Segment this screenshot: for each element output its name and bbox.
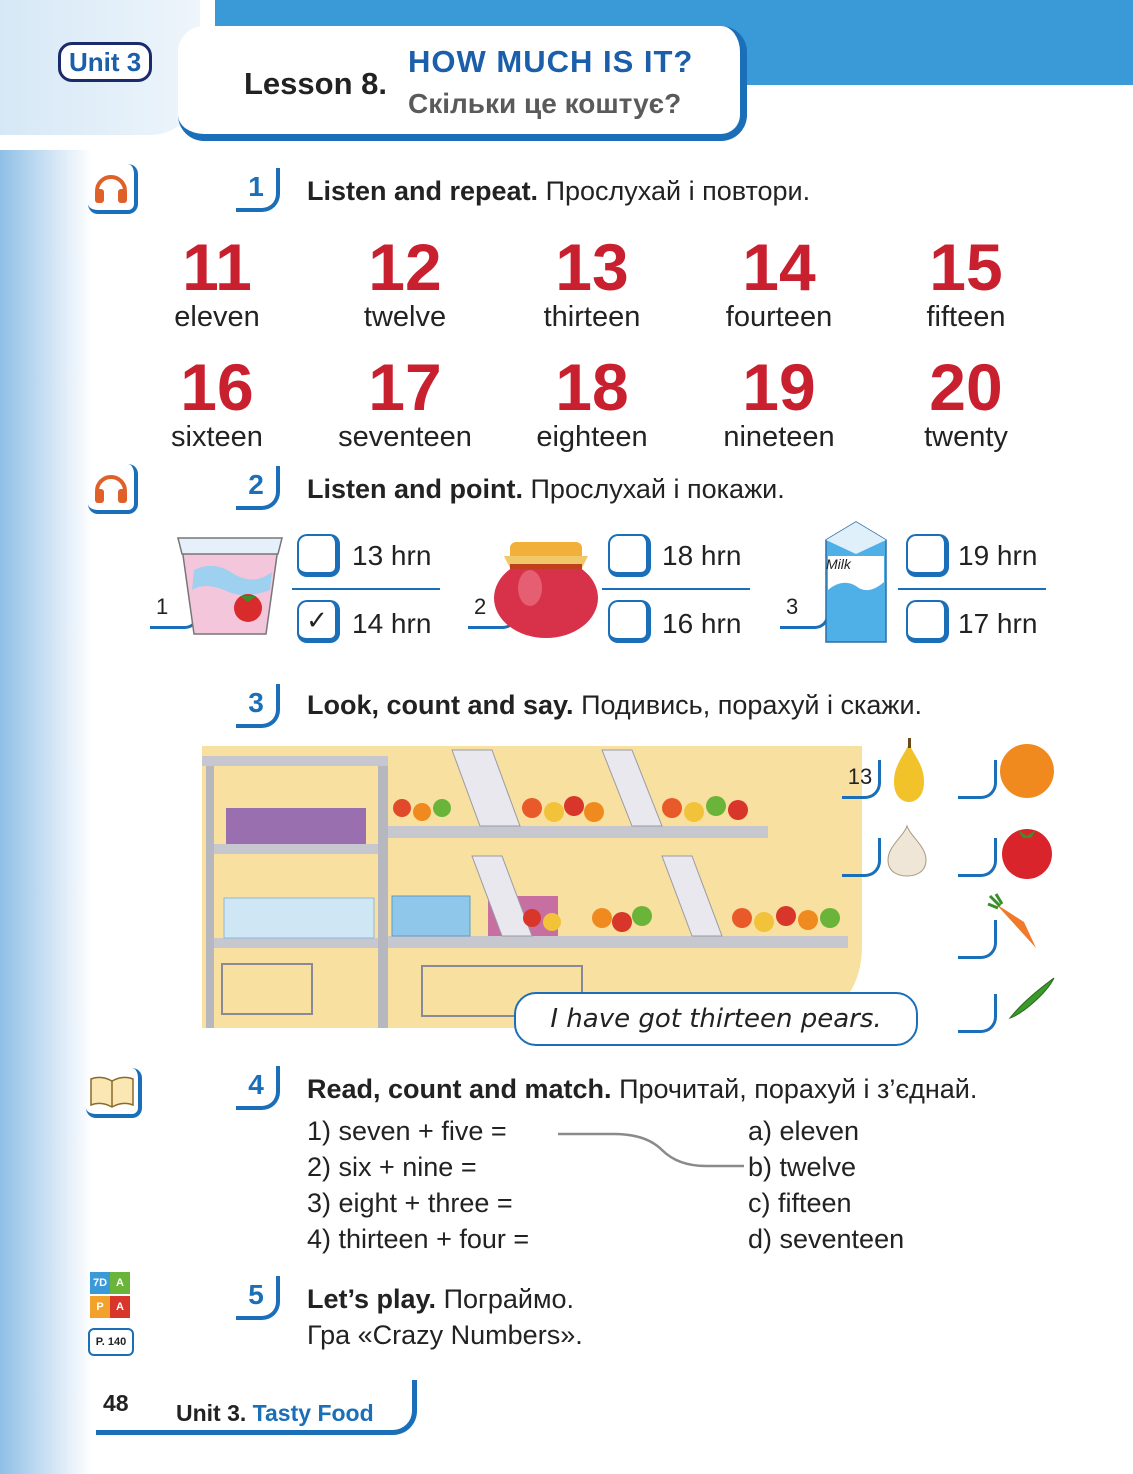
equation: 2) six + nine = <box>307 1152 477 1182</box>
price-label: 17 hrn <box>958 608 1038 639</box>
letter-cube: A <box>110 1296 130 1318</box>
number-digit: 19 <box>742 350 816 424</box>
number-word: nineteen <box>723 421 835 453</box>
tomato-icon <box>998 822 1056 885</box>
carrot-icon <box>986 892 1042 957</box>
letter-cube: 7D <box>90 1272 110 1294</box>
number-card <box>122 350 312 454</box>
answer-option: b) twelve <box>748 1152 857 1182</box>
task5-instruction-en: Let’s play. <box>307 1284 437 1314</box>
equation: 4) thirteen + four = <box>307 1224 530 1254</box>
cucumber-icon <box>1006 974 1058 1027</box>
number-digit: 13 <box>555 230 629 304</box>
task4-instruction-en: Read, count and match. <box>307 1074 612 1104</box>
option-checkbox[interactable] <box>608 600 651 643</box>
yogurt-image <box>174 530 286 647</box>
footer-unit <box>176 1400 374 1427</box>
equation: 3) eight + three = <box>307 1188 513 1218</box>
lesson-subtitle: Скільки це коштує? <box>408 88 682 119</box>
task-number-4: 4 <box>236 1066 280 1110</box>
page-reference: P. 140 <box>88 1328 134 1356</box>
number-card <box>122 230 312 334</box>
shop-shelves-illustration <box>202 746 862 1033</box>
task5-game-name: Гра «Crazy Numbers». <box>307 1320 583 1350</box>
number-digit: 11 <box>182 230 252 304</box>
task2-instruction-ua: Прослухай і покажи. <box>530 474 785 504</box>
price-label: 16 hrn <box>662 608 742 639</box>
answer-slot-orange[interactable] <box>958 760 997 799</box>
number-card <box>684 230 874 334</box>
number-word: seventeen <box>338 421 472 453</box>
divider <box>898 588 1046 590</box>
garlic-icon <box>884 822 930 883</box>
task3-instruction-en: Look, count and say. <box>307 690 574 720</box>
number-word: fifteen <box>926 301 1006 333</box>
number-card <box>497 350 687 454</box>
number-digit: 14 <box>742 230 816 304</box>
left-gradient-band <box>0 0 92 1474</box>
number-digit: 15 <box>929 230 1003 304</box>
number-digit: 12 <box>368 230 442 304</box>
letter-cubes-image <box>90 1272 130 1322</box>
task2-instruction-en: Listen and point. <box>307 474 523 504</box>
price-label: 19 hrn <box>958 540 1038 571</box>
task-number-5: 5 <box>236 1276 280 1320</box>
price-label: 14 hrn <box>352 608 432 639</box>
lesson-label: Lesson 8. <box>244 66 387 101</box>
pear-icon <box>886 738 932 809</box>
headphones-icon[interactable] <box>88 464 138 514</box>
milk-carton-image <box>820 520 892 649</box>
equation: 1) seven + five = <box>307 1116 507 1146</box>
number-word: twenty <box>924 421 1008 453</box>
task-number-1: 1 <box>236 168 280 212</box>
option-checkbox[interactable] <box>906 534 949 577</box>
letter-cube: P <box>90 1296 110 1318</box>
number-card <box>871 230 1061 334</box>
task5-instruction-ua: Пограймо. <box>443 1284 575 1314</box>
answer-option: a) eleven <box>748 1116 860 1146</box>
number-card <box>310 230 500 334</box>
option-checkbox[interactable]: ✓ <box>297 600 340 643</box>
number-card <box>684 350 874 454</box>
task5-instruction <box>307 1284 574 1315</box>
answer-slot-tomato[interactable] <box>958 838 997 877</box>
game-cubes-icon[interactable] <box>86 1272 136 1356</box>
number-word: eighteen <box>536 421 648 453</box>
item-number: 1 <box>150 592 199 629</box>
answer-slot-pear[interactable]: 13 <box>842 760 881 799</box>
number-card <box>871 350 1061 454</box>
answer-option: d) seventeen <box>748 1224 905 1254</box>
task3-instruction-ua: Подивись, порахуй і скажи. <box>581 690 923 720</box>
match-connector-line <box>556 1126 748 1177</box>
letter-cube: A <box>110 1272 130 1294</box>
orange-icon <box>998 742 1056 805</box>
task1-instruction-ua: Прослухай і повтори. <box>545 176 811 206</box>
number-word: eleven <box>174 301 260 333</box>
number-word: sixteen <box>171 421 263 453</box>
number-card <box>497 230 687 334</box>
price-label: 18 hrn <box>662 540 742 571</box>
option-checkbox[interactable] <box>608 534 651 577</box>
answer-slot-cucumber[interactable] <box>958 994 997 1033</box>
unit-badge: Unit 3 <box>58 42 152 82</box>
number-digit: 17 <box>368 350 442 424</box>
divider <box>602 588 750 590</box>
task4-instruction-ua: Прочитай, порахуй і з’єднай. <box>619 1074 978 1104</box>
task1-instruction-en: Listen and repeat. <box>307 176 539 206</box>
footer-unit-label: Unit 3. <box>176 1400 247 1426</box>
item-number: 3 <box>780 592 829 629</box>
number-card <box>310 350 500 454</box>
task-number-2: 2 <box>236 466 280 510</box>
number-word: fourteen <box>725 301 833 333</box>
answer-slot-garlic[interactable] <box>842 838 881 877</box>
option-checkbox[interactable] <box>906 600 949 643</box>
number-digit: 20 <box>929 350 1003 424</box>
item-number: 2 <box>468 592 517 629</box>
book-icon[interactable] <box>86 1068 142 1118</box>
page-number: 48 <box>103 1390 129 1416</box>
number-word: twelve <box>363 301 447 333</box>
footer-unit-title: Tasty Food <box>252 1400 374 1426</box>
divider <box>292 588 440 590</box>
option-checkbox[interactable] <box>297 534 340 577</box>
jam-jar-image <box>490 530 602 647</box>
task4-instruction <box>307 1074 977 1105</box>
speech-bubble: I have got thirteen pears. <box>514 992 918 1046</box>
price-label: 13 hrn <box>352 540 432 571</box>
task1-instruction <box>307 176 810 207</box>
task3-instruction <box>307 690 922 721</box>
number-digit: 18 <box>555 350 629 424</box>
answer-option: c) fifteen <box>748 1188 852 1218</box>
headphones-icon[interactable] <box>88 164 138 214</box>
task-number-3: 3 <box>236 684 280 728</box>
task2-instruction <box>307 474 785 505</box>
number-word: thirteen <box>543 301 641 333</box>
lesson-title: HOW MUCH IS IT? <box>408 44 694 79</box>
milk-carton-label: Milk <box>826 556 851 572</box>
number-digit: 16 <box>180 350 254 424</box>
